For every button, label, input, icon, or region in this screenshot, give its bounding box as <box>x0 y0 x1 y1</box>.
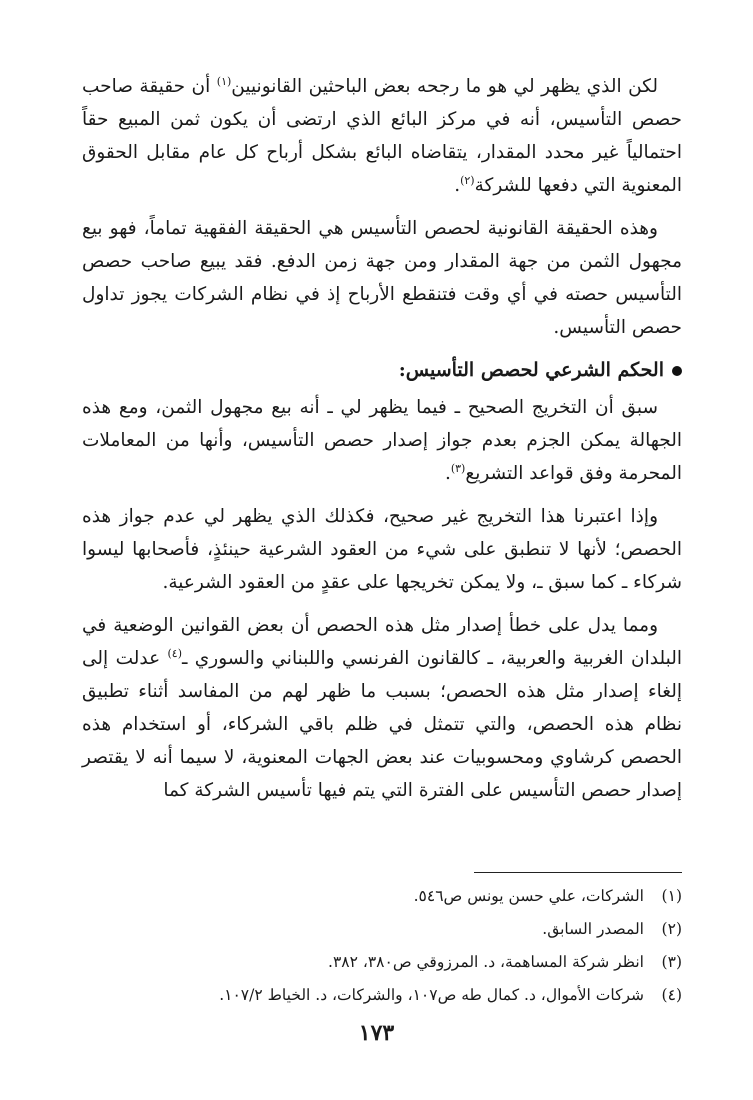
section-heading <box>82 354 682 387</box>
page-number: ١٧٣ <box>358 1020 395 1046</box>
footnote-ref-2: (٢) <box>460 173 475 187</box>
bullet-icon <box>672 366 682 376</box>
paragraph-3-text-a: سبق أن التخريج الصحيح ـ فيما يظهر لي ـ أنه بيع مجهول الثمن، ومع هذه الجهالة يمكن الجزم بعدم جواز إصدار حصص التأسيس، وأنها من المعاملات المحرمة وفق قواعد التشريع <box>82 397 682 484</box>
paragraph-1-text-a: لكن الذي يظهر لي هو ما رجحه بعض الباحثين القانونيين <box>231 76 659 97</box>
paragraph-4: وإذا اعتبرنا هذا التخريج غير صحيح، فكذلك الذي يظهر لي عدم جواز هذه الحصص؛ لأنها لا تنطبق على شيء من العقود الشرعية حينئذٍ، فأصحابها ليسوا شركاء ـ كما سبق ـ، ولا يمكن تخريجها على عقدٍ من العقود الشرعية. <box>82 506 682 593</box>
footnote-number: (٣) <box>661 953 682 971</box>
paragraph-1 <box>82 70 682 202</box>
page-body <box>82 70 682 817</box>
footnote-number: (٢) <box>661 920 682 938</box>
footnote-text: انظر شركة المساهمة، د. المرزوقي ص٣٨٠، ٣٨٢. <box>328 953 644 971</box>
footnote-text: الشركات، علي حسن يونس ص٥٤٦. <box>413 887 644 905</box>
paragraph-3 <box>82 391 682 490</box>
paragraph-2: وهذه الحقيقة القانونية لحصص التأسيس هي الحقيقة الفقهية تماماً، فهو بيع مجهول الثمن من جهة المقدار ومن جهة زمن الدفع. فقد يبيع صاحب حصص التأسيس حصته في أي وقت فتنقطع الأرباح إذ في نظام الشركات يجوز تداول حصص التأسيس. <box>82 218 682 338</box>
paragraph-5 <box>82 609 682 807</box>
footnote-item <box>122 880 682 913</box>
footnote-item <box>122 946 682 979</box>
footnote-divider <box>474 872 682 873</box>
paragraph-5-text-b: عدلت إلى إلغاء إصدار مثل هذه الحصص؛ بسبب ما ظهر لهم من المفاسد أثناء تطبيق نظام هذه الحصص، والتي تتمثل في ظلم باقي الشركاء، أو استخدام هذه الحصص كرشاوي ومحسوبيات عند بعض الجهات المعنوية، لا سيما أنه لا يقتصر إصدار حصص التأسيس على الفترة التي يتم فيها تأسيس الشركة كما <box>82 648 682 801</box>
footnote-ref-4: (٤) <box>167 646 183 660</box>
footnote-text: المصدر السابق. <box>542 920 644 938</box>
footnote-item <box>122 913 682 946</box>
paragraph-5-text-a: ومما يدل على خطأ إصدار مثل هذه الحصص أن بعض القوانين الوضعية في البلدان الغربية والعربية، ـ كالقانون الفرنسي واللبناني والسوري ـ <box>82 615 682 669</box>
footnote-item <box>122 979 682 1012</box>
section-heading-text: الحكم الشرعي لحصص التأسيس: <box>398 359 664 381</box>
paragraph-3-text-b: . <box>444 463 451 484</box>
footnote-number: (٤) <box>661 986 682 1004</box>
paragraph-1-text-b: أن حقيقة صاحب حصص التأسيس، أنه في مركز البائع الذي ارتضى أن يكون ثمن المبيع حقاً احتمالياً غير محدد المقدار، يتقاضاه البائع بشكل أرباح كل عام مقابل الحقوق المعنوية التي دفعها للشركة <box>82 76 682 196</box>
footnote-text: شركات الأموال، د. كمال طه ص١٠٧، والشركات، د. الخياط ١٠٧/٢. <box>219 986 644 1004</box>
footnote-ref-3: (٣) <box>450 461 466 475</box>
footnote-ref-1: (١) <box>216 74 232 88</box>
footnotes <box>122 880 682 1012</box>
footnote-number: (١) <box>661 887 682 905</box>
paragraph-1-text-c: . <box>454 175 461 196</box>
